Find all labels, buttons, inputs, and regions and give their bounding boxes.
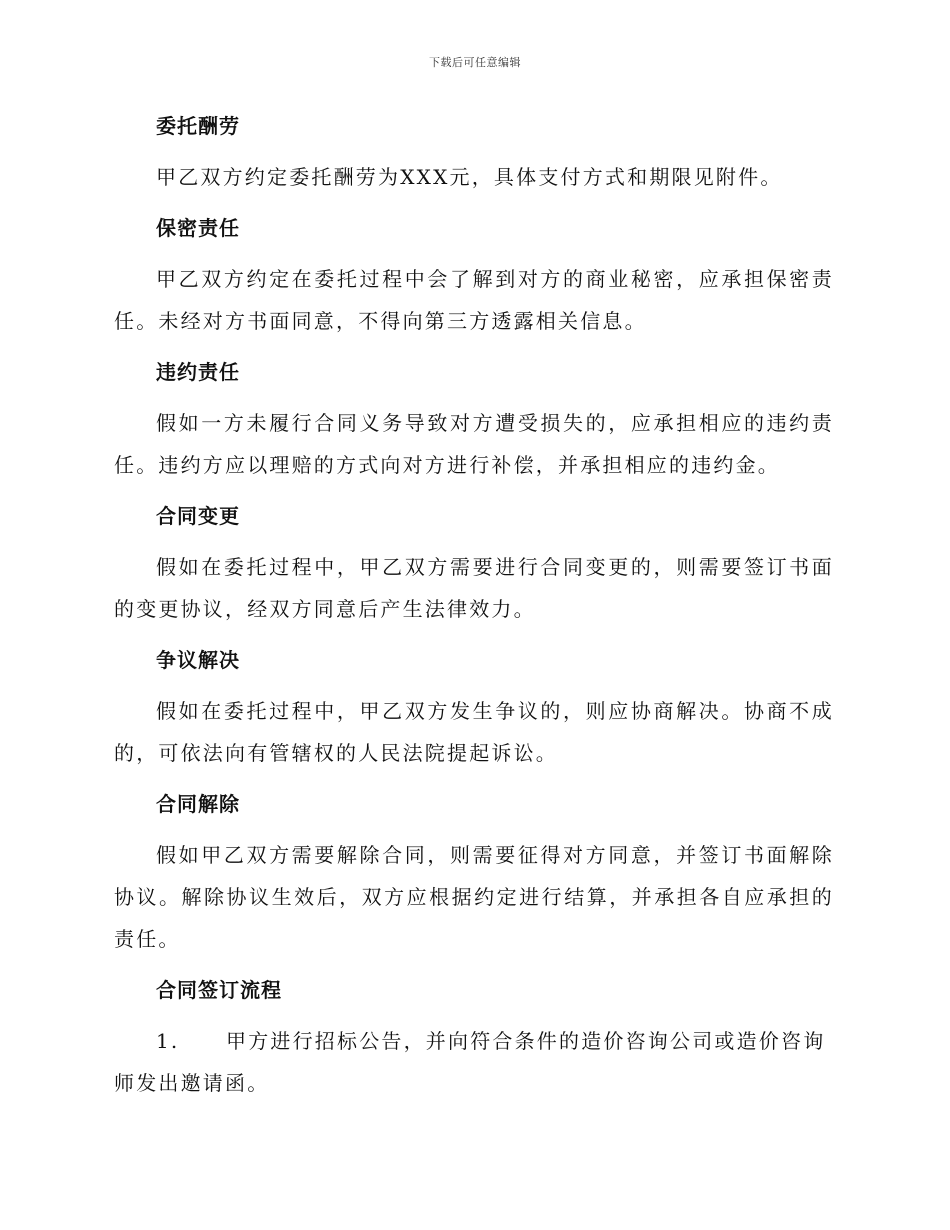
list-item-text: 甲方进行招标公告，并向符合条件的造价咨询公司或造价咨询师发出邀请函。 (114, 1029, 826, 1095)
section-body-confidentiality: 甲乙双方约定在委托过程中会了解到对方的商业秘密，应承担保密责任。未经对方书面同意，不得向第三方透露相关信息。 (114, 267, 834, 333)
page-header: 下载后可任意编辑 (429, 56, 521, 69)
section-body-remuneration: 甲乙双方约定委托酬劳为XXX元，具体支付方式和期限见附件。 (156, 165, 783, 189)
document-body (114, 110, 834, 1104)
section-title-breach: 违约责任 (156, 360, 240, 384)
section-title-amendment: 合同变更 (156, 504, 240, 528)
section-title-termination: 合同解除 (156, 792, 240, 816)
section-title-signing-process: 合同签订流程 (156, 978, 282, 1002)
section-body-termination: 假如甲乙双方需要解除合同，则需要征得对方同意，并签订书面解除协议。解除协议生效后，双方应根据约定进行结算，并承担各自应承担的责任。 (114, 843, 834, 951)
list-item-number: 1. (156, 1029, 180, 1053)
section-title-confidentiality: 保密责任 (156, 216, 240, 240)
section-body-amendment: 假如在委托过程中，甲乙双方需要进行合同变更的，则需要签订书面的变更协议，经双方同意后产生法律效力。 (114, 555, 834, 621)
list-item (114, 1020, 834, 1104)
section-title-remuneration: 委托酬劳 (156, 114, 240, 138)
section-body-dispute: 假如在委托过程中，甲乙双方发生争议的，则应协商解决。协商不成的，可依法向有管辖权的人民法院提起诉讼。 (114, 699, 834, 765)
section-body-breach: 假如一方未履行合同义务导致对方遭受损失的，应承担相应的违约责任。违约方应以理赔的方式向对方进行补偿，并承担相应的违约金。 (114, 411, 834, 477)
section-title-dispute: 争议解决 (156, 648, 240, 672)
